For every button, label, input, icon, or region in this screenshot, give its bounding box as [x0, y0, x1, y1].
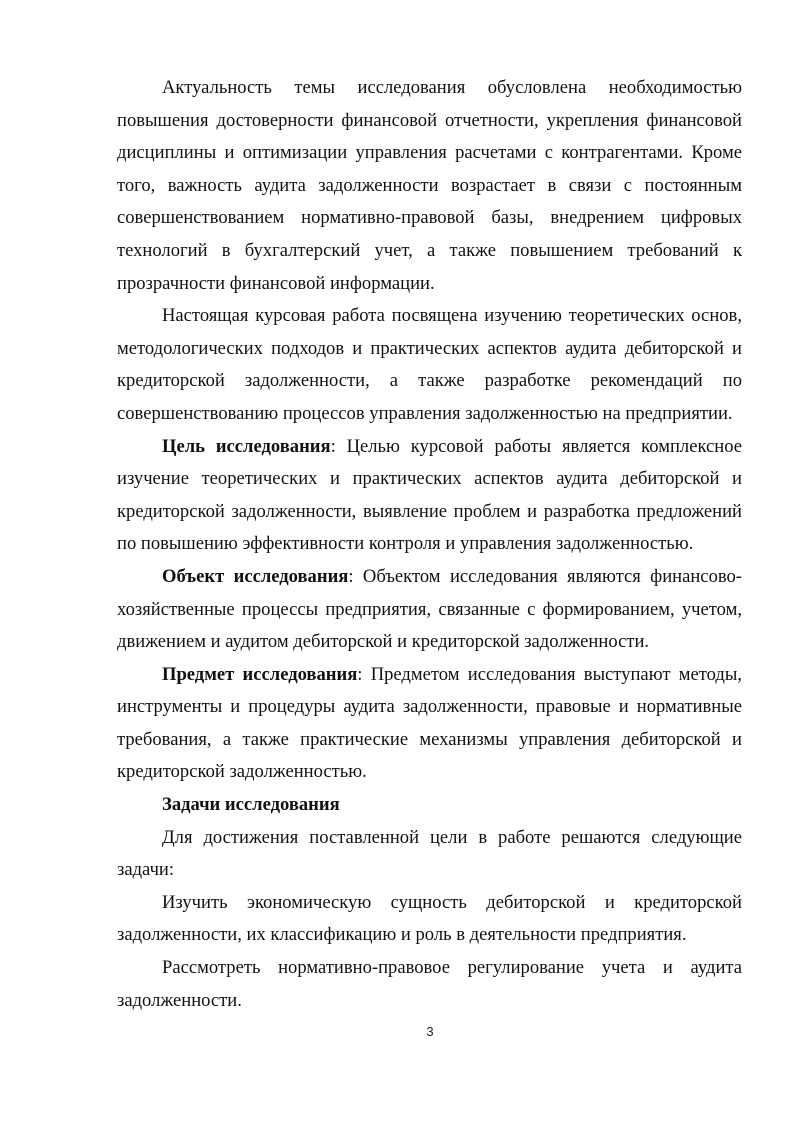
- task-item: Изучить экономическую сущность дебиторской и кредиторской задолженности, их классификацию и роль в деятельности предприятия.: [117, 891, 742, 946]
- tasks-heading: Задачи исследования: [162, 794, 340, 816]
- paragraph-purpose-of-work: Настоящая курсовая работа посвящена изучению теоретических основ, методологических подходов и практических аспектов аудита дебиторской и кредиторской задолженности, а также разработке рекомендаций по совершенствованию процессов управления задолженностью на предприятии.: [117, 305, 742, 424]
- research-subject-text: : Предметом исследования выступают методы, инструменты и процедуры аудита задолженности, правовые и нормативные требования, а также практические механизмы управления дебиторской и кредиторской задолженностью.: [117, 663, 742, 783]
- task-item: Рассмотреть нормативно-правовое регулирование учета и аудита задолженности.: [117, 957, 742, 1011]
- paragraph-research-object: [117, 561, 742, 659]
- research-goal-text: : Целью курсовой работы является комплексное изучение теоретических и практических аспектов аудита дебиторской и кредиторской задолженности, выявление проблем и разработка предложений по повышению эффективности контроля и управления задолженностью.: [117, 435, 742, 555]
- page-number: 3: [426, 1024, 434, 1039]
- tasks-intro: Для достижения поставленной цели в работе решаются следующие задачи:: [117, 826, 742, 881]
- paragraph-research-subject: [117, 659, 742, 789]
- research-goal-label: Цель исследования: [162, 435, 331, 457]
- paragraph-research-goal: [117, 431, 742, 561]
- document-body: [117, 72, 742, 1017]
- research-object-text: : Объектом исследования являются финансово-хозяйственные процессы предприятия, связанные с формированием, учетом, движением и аудитом дебиторской и кредиторской задолженности.: [117, 565, 743, 653]
- research-subject-label: Предмет исследования: [162, 663, 358, 685]
- paragraph-relevance: Актуальность темы исследования обусловлена необходимостью повышения достоверности финансовой отчетности, укрепления финансовой дисциплины и оптимизации управления расчетами с контрагентами. Кроме того, важность аудита задолженности возрастает в связи с постоянным совершенствованием нормативно-правовой базы, внедрением цифровых технологий в бухгалтерский учет, а также повышением требований к прозрачности финансовой информации.: [117, 77, 742, 294]
- research-object-label: Объект исследования: [162, 565, 349, 587]
